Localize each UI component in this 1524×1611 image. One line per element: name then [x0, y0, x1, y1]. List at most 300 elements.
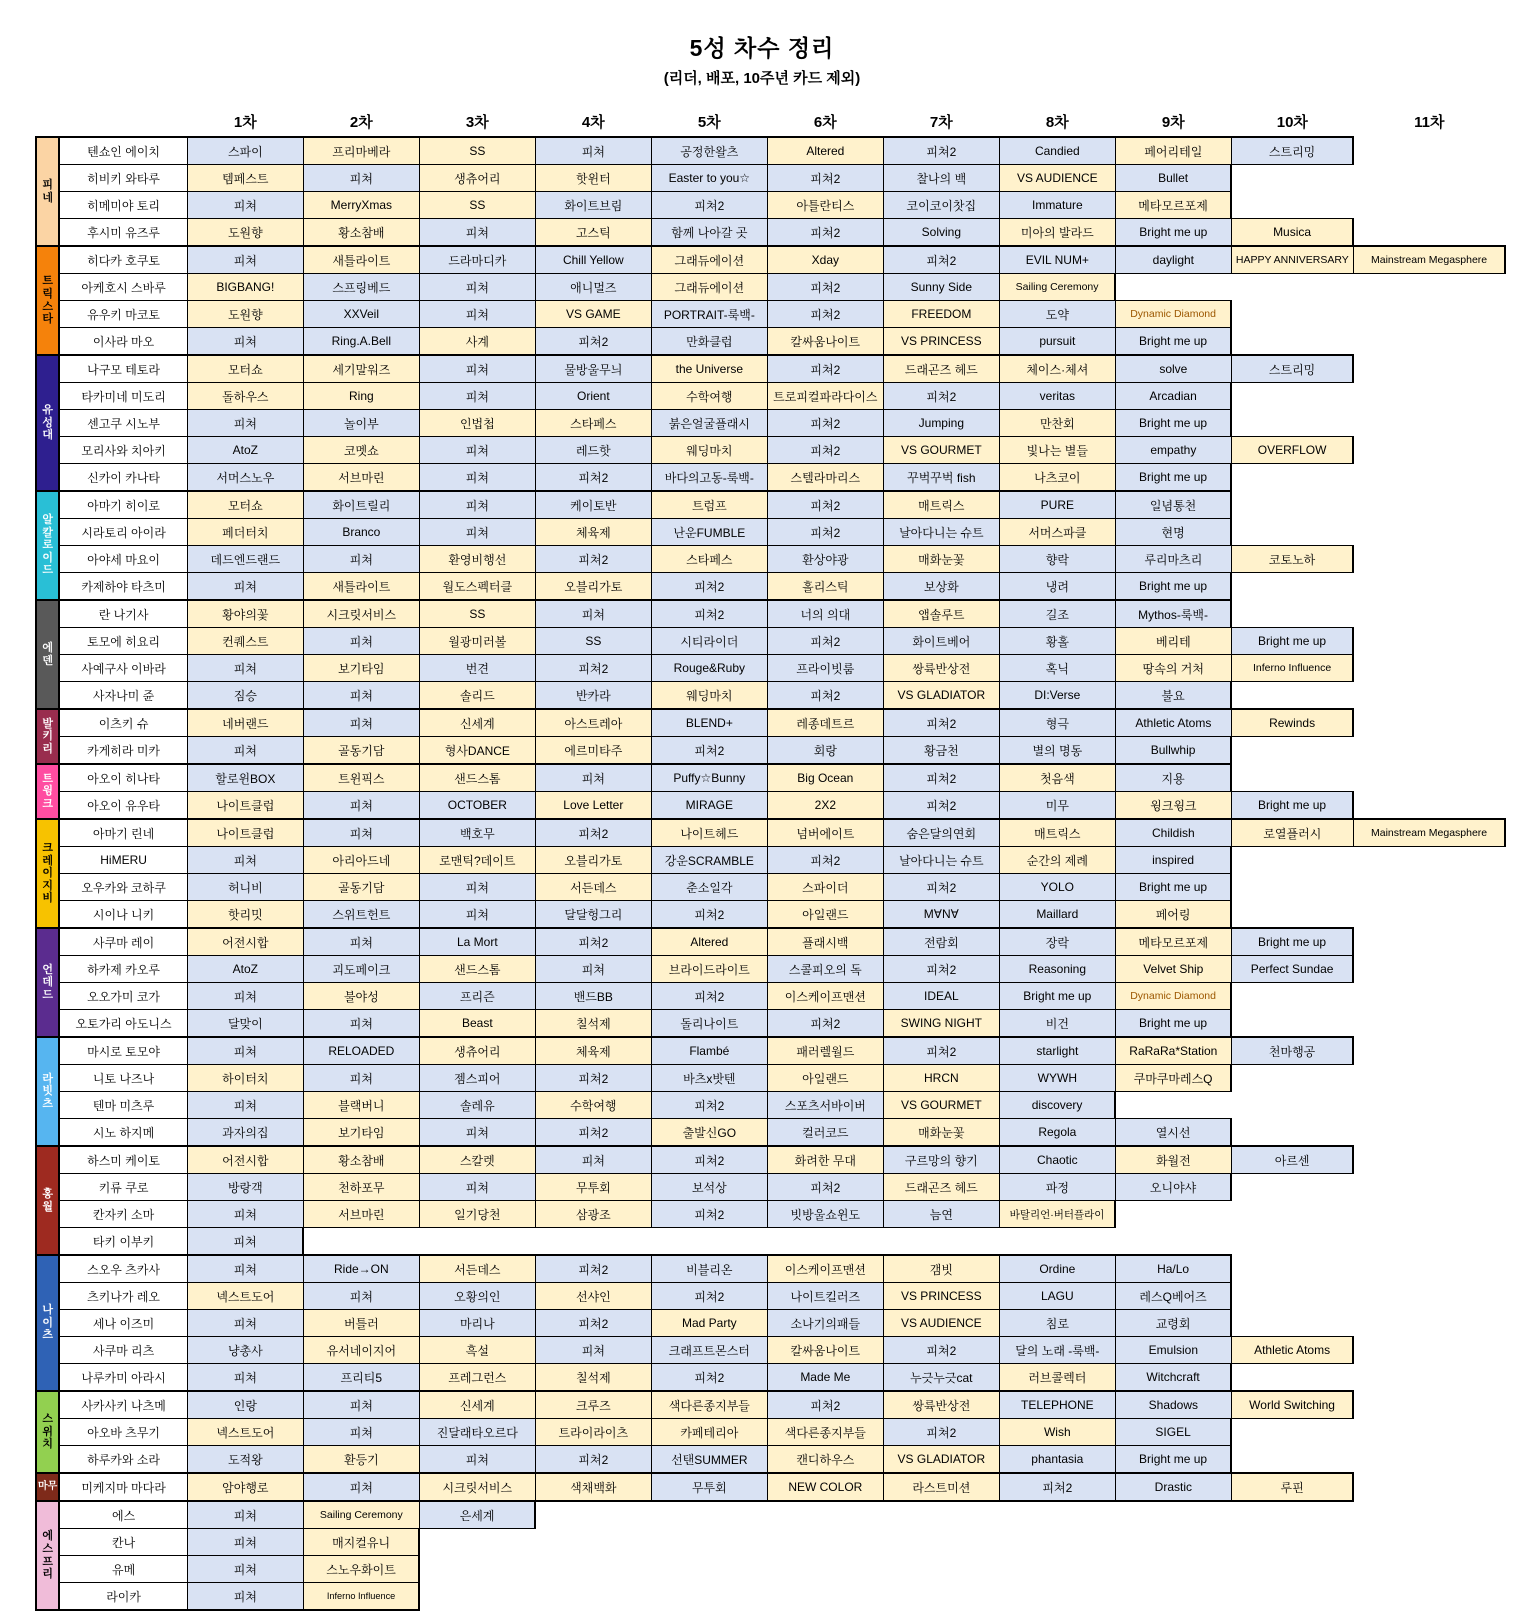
card-cell: 비블리온	[651, 1255, 767, 1283]
card-cell: Love Letter	[535, 792, 651, 820]
card-cell: 서머스파클	[999, 519, 1115, 546]
group-label: 피네	[36, 137, 59, 246]
empty-cell	[1353, 847, 1505, 874]
card-cell: 솔리드	[419, 682, 535, 710]
card-cell: 피쳐	[419, 519, 535, 546]
card-cell: 피쳐2	[883, 137, 999, 165]
card-cell: 핫리밋	[187, 901, 303, 929]
character-name: 하루카와 소라	[59, 1446, 187, 1474]
card-cell: 황홀	[999, 628, 1115, 655]
empty-cell	[1231, 1119, 1353, 1147]
column-header: 11차	[1414, 114, 1445, 131]
empty-cell	[535, 1583, 651, 1611]
empty-cell	[1231, 464, 1353, 492]
card-cell: 도원향	[187, 301, 303, 328]
card-cell: Bright me up	[1231, 628, 1353, 655]
character-name: 타키 이부키	[59, 1228, 187, 1256]
card-cell: 밴드BB	[535, 983, 651, 1010]
empty-cell	[883, 1583, 999, 1611]
card-cell: 피쳐2	[883, 792, 999, 820]
empty-cell	[1231, 1446, 1353, 1474]
card-cell: Bright me up	[1115, 464, 1231, 492]
card-cell: 피쳐	[535, 764, 651, 792]
empty-cell	[883, 1501, 999, 1529]
column-header: 10차	[1276, 113, 1308, 131]
card-cell: Maillard	[999, 901, 1115, 929]
card-cell: 피쳐2	[883, 383, 999, 410]
table-row	[36, 1337, 1505, 1364]
empty-cell	[883, 1556, 999, 1583]
empty-cell	[1353, 519, 1505, 546]
column-header: 9차	[1161, 113, 1185, 131]
table-row	[36, 383, 1505, 410]
card-cell: 화이트브림	[535, 192, 651, 219]
card-cell: 캔디하우스	[767, 1446, 883, 1474]
card-cell: 로맨틱?데이트	[419, 847, 535, 874]
empty-cell	[999, 1228, 1115, 1256]
card-cell: 백호무	[419, 819, 535, 847]
card-cell: 피쳐	[303, 1010, 419, 1038]
empty-cell	[1353, 983, 1505, 1010]
character-name: 라이카	[59, 1583, 187, 1611]
card-cell: 수학여행	[535, 1092, 651, 1119]
empty-cell	[1231, 1255, 1353, 1283]
card-cell: 피쳐2	[535, 928, 651, 956]
card-cell: 시티라이더	[651, 628, 767, 655]
card-cell: 피쳐2	[535, 1119, 651, 1147]
empty-cell	[1115, 274, 1231, 301]
card-cell: 크래프트몬스터	[651, 1337, 767, 1364]
empty-cell	[1115, 1092, 1231, 1119]
card-cell: Ordine	[999, 1255, 1115, 1283]
table-row	[36, 410, 1505, 437]
empty-cell	[651, 1228, 767, 1256]
card-cell: Reasoning	[999, 956, 1115, 983]
card-cell: 나이트헤드	[651, 819, 767, 847]
card-cell: 피쳐	[187, 573, 303, 601]
card-cell: 피쳐2	[535, 464, 651, 492]
table-row	[36, 491, 1505, 519]
card-cell: 페더터치	[187, 519, 303, 546]
card-cell: M∀N∀	[883, 901, 999, 929]
card-cell: 레드핫	[535, 437, 651, 464]
card-cell: 어전시합	[187, 928, 303, 956]
card-cell: Easter to you☆	[651, 165, 767, 192]
card-cell: 냥총사	[187, 1337, 303, 1364]
card-cell: 피쳐	[187, 328, 303, 356]
card-cell: Bright me up	[1115, 328, 1231, 356]
character-name: 니토 나즈나	[59, 1065, 187, 1092]
card-cell: 피쳐	[303, 1283, 419, 1310]
card-cell: 피쳐	[303, 1473, 419, 1501]
empty-cell	[1353, 1065, 1505, 1092]
card-cell: Bright me up	[1115, 573, 1231, 601]
card-cell: 피쳐2	[651, 192, 767, 219]
card-cell: Ha/Lo	[1115, 1255, 1231, 1283]
card-cell: 샌드스톰	[419, 956, 535, 983]
character-name: 오오가미 코가	[59, 983, 187, 1010]
card-cell: discovery	[999, 1092, 1115, 1119]
empty-cell	[1231, 1583, 1353, 1611]
card-cell: VS GOURMET	[883, 437, 999, 464]
card-cell: 미아의 발라드	[999, 219, 1115, 247]
character-name: 히다카 호쿠토	[59, 246, 187, 274]
group-label: 에덴	[36, 600, 59, 709]
card-cell: 브라이드라이트	[651, 956, 767, 983]
empty-cell	[1353, 928, 1505, 956]
card-cell: 늠연	[883, 1201, 999, 1228]
table-row	[36, 1310, 1505, 1337]
card-cell: 피쳐	[419, 274, 535, 301]
empty-cell	[1353, 628, 1505, 655]
table-row	[36, 301, 1505, 328]
card-cell: 놀이부	[303, 410, 419, 437]
card-cell: Dynamic Diamond	[1115, 983, 1231, 1010]
card-cell: 패러렐월드	[767, 1037, 883, 1065]
table-row	[36, 1391, 1505, 1419]
empty-cell	[1231, 1419, 1353, 1446]
card-cell: Ride→ON	[303, 1255, 419, 1283]
card-table	[35, 106, 1506, 1611]
empty-cell	[1353, 1310, 1505, 1337]
card-cell: 피쳐2	[651, 901, 767, 929]
empty-cell	[1231, 1501, 1353, 1529]
card-cell: YOLO	[999, 874, 1115, 901]
card-cell: 피쳐2	[651, 1364, 767, 1392]
card-cell: 진달래타오르다	[419, 1419, 535, 1446]
table-row	[36, 519, 1505, 546]
card-cell: 형사DANCE	[419, 737, 535, 765]
column-header: 8차	[1045, 113, 1069, 131]
card-cell: 넘버에이트	[767, 819, 883, 847]
card-cell: 달달헝그리	[535, 901, 651, 929]
card-cell: 돌하우스	[187, 383, 303, 410]
empty-cell	[1353, 1364, 1505, 1392]
empty-cell	[1353, 1583, 1505, 1611]
card-cell: 화월전	[1115, 1146, 1231, 1174]
card-cell: 골동기담	[303, 737, 419, 765]
card-cell: 카페테리아	[651, 1419, 767, 1446]
card-cell: HRCN	[883, 1065, 999, 1092]
card-cell: 솔레유	[419, 1092, 535, 1119]
card-cell: 나이트클럽	[187, 792, 303, 820]
card-cell: RELOADED	[303, 1037, 419, 1065]
column-header: 1차	[233, 113, 257, 131]
card-cell: 피쳐	[187, 1501, 303, 1529]
card-cell: 피쳐	[303, 1419, 419, 1446]
card-cell: 피쳐2	[883, 1419, 999, 1446]
card-cell: 선탠SUMMER	[651, 1446, 767, 1474]
card-cell: 삼광조	[535, 1201, 651, 1228]
card-cell: 프라이빗룸	[767, 655, 883, 682]
table-row	[36, 764, 1505, 792]
character-name: 히비키 와타루	[59, 165, 187, 192]
card-cell: 스칼렛	[419, 1146, 535, 1174]
card-cell: 아리아드네	[303, 847, 419, 874]
card-cell: 새틀라이트	[303, 246, 419, 274]
empty-cell	[1231, 874, 1353, 901]
card-cell: 체육제	[535, 519, 651, 546]
card-cell: starlight	[999, 1037, 1115, 1065]
card-cell: 피쳐2	[767, 628, 883, 655]
card-cell: 루리마츠리	[1115, 546, 1231, 573]
card-cell: 피쳐2	[767, 410, 883, 437]
table-row	[36, 1010, 1505, 1038]
character-name: 미케지마 마다라	[59, 1473, 187, 1501]
card-cell: 애니멀즈	[535, 274, 651, 301]
card-cell: 체이스·체셔	[999, 355, 1115, 383]
card-cell: SS	[419, 600, 535, 628]
card-cell: 에르미타주	[535, 737, 651, 765]
card-cell: La Mort	[419, 928, 535, 956]
card-cell: 드래곤즈 헤드	[883, 355, 999, 383]
card-cell: 환상야광	[767, 546, 883, 573]
empty-cell	[1115, 1501, 1231, 1529]
card-cell: 아일랜드	[767, 1065, 883, 1092]
column-header: 2차	[349, 113, 373, 131]
card-cell: 색채백화	[535, 1473, 651, 1501]
card-cell: 매화눈꽃	[883, 546, 999, 573]
card-cell: 바다의고동-룩백-	[651, 464, 767, 492]
card-cell: 짐승	[187, 682, 303, 710]
card-cell: 모터쇼	[187, 491, 303, 519]
card-cell: 크루즈	[535, 1391, 651, 1419]
card-cell: XXVeil	[303, 301, 419, 328]
card-cell: 생츄어리	[419, 165, 535, 192]
character-name: 세나 이즈미	[59, 1310, 187, 1337]
card-cell: 피쳐	[303, 1391, 419, 1419]
card-cell: Sunny Side	[883, 274, 999, 301]
card-cell: 피쳐	[187, 1556, 303, 1583]
card-cell: Candied	[999, 137, 1115, 165]
empty-cell	[1231, 901, 1353, 929]
card-cell: 도원향	[187, 219, 303, 247]
card-cell: 바탈리언·버터플라이	[999, 1201, 1115, 1228]
character-name: 아오이 유우타	[59, 792, 187, 820]
character-name: 후시미 유즈루	[59, 219, 187, 247]
empty-cell	[1353, 165, 1505, 192]
card-cell: 피쳐	[187, 1228, 303, 1256]
character-name: 시라토리 아이라	[59, 519, 187, 546]
card-cell: 빛나는 별들	[999, 437, 1115, 464]
card-cell: 러브콜렉터	[999, 1364, 1115, 1392]
card-cell: 번견	[419, 655, 535, 682]
card-cell: 프레그런스	[419, 1364, 535, 1392]
card-cell: 프리티5	[303, 1364, 419, 1392]
empty-cell	[1231, 1010, 1353, 1038]
card-cell: 땅속의 거처	[1115, 655, 1231, 682]
empty-cell	[1231, 573, 1353, 601]
card-cell: 암야행로	[187, 1473, 303, 1501]
card-cell: 빗방울쇼윈도	[767, 1201, 883, 1228]
card-cell: 피쳐2	[767, 682, 883, 710]
empty-cell	[535, 1228, 651, 1256]
character-name: 사쿠마 레이	[59, 928, 187, 956]
card-cell: 피쳐2	[767, 301, 883, 328]
card-cell: Big Ocean	[767, 764, 883, 792]
card-cell: 강운SCRAMBLE	[651, 847, 767, 874]
empty-cell	[1353, 1283, 1505, 1310]
card-cell: 황소참배	[303, 219, 419, 247]
card-cell: VS AUDIENCE	[999, 165, 1115, 192]
card-cell: 미무	[999, 792, 1115, 820]
character-name: 센고쿠 시노부	[59, 410, 187, 437]
empty-cell	[1231, 491, 1353, 519]
card-cell: 황소참배	[303, 1146, 419, 1174]
card-cell: 네버랜드	[187, 709, 303, 737]
character-name: 사예구사 이바라	[59, 655, 187, 682]
empty-cell	[535, 1556, 651, 1583]
card-cell: 젬스피어	[419, 1065, 535, 1092]
card-cell: 너의 의대	[767, 600, 883, 628]
card-cell: 컬러코드	[767, 1119, 883, 1147]
table-header	[36, 106, 1505, 137]
card-cell: World Switching	[1231, 1391, 1353, 1419]
card-cell: Bright me up	[1115, 219, 1231, 247]
card-cell: 피쳐2	[651, 1201, 767, 1228]
card-cell: SS	[419, 192, 535, 219]
card-cell: 베리테	[1115, 628, 1231, 655]
card-cell: Made Me	[767, 1364, 883, 1392]
card-cell: MIRAGE	[651, 792, 767, 820]
card-cell: 붉은얼굴플래시	[651, 410, 767, 437]
empty-cell	[1231, 1364, 1353, 1392]
card-cell: Bright me up	[1115, 410, 1231, 437]
card-cell: Shadows	[1115, 1391, 1231, 1419]
card-cell: Solving	[883, 219, 999, 247]
card-cell: 메타모르포제	[1115, 192, 1231, 219]
card-cell: 웨딩마치	[651, 437, 767, 464]
card-cell: 피쳐2	[883, 764, 999, 792]
card-cell: inspired	[1115, 847, 1231, 874]
card-cell: 피쳐	[535, 1146, 651, 1174]
card-cell: 넥스트도어	[187, 1283, 303, 1310]
card-cell: 템페스트	[187, 165, 303, 192]
character-name: 신카이 카나타	[59, 464, 187, 492]
empty-cell	[999, 1583, 1115, 1611]
card-cell: Bright me up	[1231, 928, 1353, 956]
empty-cell	[1231, 737, 1353, 765]
column-header: 3차	[465, 113, 489, 131]
card-cell: 피쳐2	[767, 1174, 883, 1201]
card-cell: PORTRAIT-룩백-	[651, 301, 767, 328]
card-cell: 전람회	[883, 928, 999, 956]
card-cell: Childish	[1115, 819, 1231, 847]
table-row	[36, 1283, 1505, 1310]
table-row	[36, 1556, 1505, 1583]
card-cell: 피쳐	[419, 355, 535, 383]
card-cell: 서브마린	[303, 1201, 419, 1228]
card-cell: 이스케이프맨션	[767, 1255, 883, 1283]
card-cell: 피쳐2	[767, 355, 883, 383]
empty-cell	[1115, 1556, 1231, 1583]
card-cell: 피쳐2	[767, 1010, 883, 1038]
column-header: 7차	[929, 113, 953, 131]
card-cell: Wish	[999, 1419, 1115, 1446]
card-cell: 칠석제	[535, 1364, 651, 1392]
empty-cell	[1353, 1174, 1505, 1201]
empty-cell	[767, 1228, 883, 1256]
card-cell: 컨퀘스트	[187, 628, 303, 655]
card-cell: 드라마디카	[419, 246, 535, 274]
empty-cell	[1353, 573, 1505, 601]
card-cell: 블랙버니	[303, 1092, 419, 1119]
card-cell: 괴도페이크	[303, 956, 419, 983]
empty-cell	[1231, 410, 1353, 437]
card-cell: 피쳐2	[535, 1065, 651, 1092]
card-cell: OCTOBER	[419, 792, 535, 820]
card-cell: 그래듀에이션	[651, 274, 767, 301]
card-cell: 칠석제	[535, 1010, 651, 1038]
card-cell: PURE	[999, 491, 1115, 519]
card-cell: 침로	[999, 1310, 1115, 1337]
empty-cell	[1231, 1283, 1353, 1310]
card-cell: 만찬회	[999, 410, 1115, 437]
card-cell: Chill Yellow	[535, 246, 651, 274]
table-row	[36, 1065, 1505, 1092]
table-row	[36, 1092, 1505, 1119]
card-cell: 트윈픽스	[303, 764, 419, 792]
card-cell: 아틀란티스	[767, 192, 883, 219]
card-cell: 피쳐	[535, 1337, 651, 1364]
card-cell: Perfect Sundae	[1231, 956, 1353, 983]
group-label: 크레이지비	[36, 819, 59, 928]
empty-cell	[1231, 1201, 1353, 1228]
card-cell: 장락	[999, 928, 1115, 956]
card-cell: 피쳐2	[883, 1337, 999, 1364]
card-cell: 루핀	[1231, 1473, 1353, 1501]
card-cell: 피쳐2	[535, 328, 651, 356]
card-cell: Drastic	[1115, 1473, 1231, 1501]
card-cell: 버틀러	[303, 1310, 419, 1337]
group-label: 마무	[36, 1473, 59, 1501]
card-cell: 피쳐	[187, 410, 303, 437]
card-cell: Bright me up	[1115, 1010, 1231, 1038]
card-cell: 윙크윙크	[1115, 792, 1231, 820]
table-row	[36, 1501, 1505, 1529]
empty-cell	[1353, 737, 1505, 765]
empty-cell	[1115, 1201, 1231, 1228]
card-cell: 피쳐	[419, 464, 535, 492]
card-cell: 교령회	[1115, 1310, 1231, 1337]
card-cell: 향락	[999, 546, 1115, 573]
card-cell: 만화클럽	[651, 328, 767, 356]
card-cell: Orient	[535, 383, 651, 410]
character-name: 나구모 테토라	[59, 355, 187, 383]
card-cell: VS GAME	[535, 301, 651, 328]
empty-cell	[651, 1501, 767, 1529]
card-cell: 사계	[419, 328, 535, 356]
empty-cell	[1353, 1010, 1505, 1038]
card-cell: 생츄어리	[419, 1037, 535, 1065]
card-cell: Bright me up	[1231, 792, 1353, 820]
card-cell: 오블리가토	[535, 573, 651, 601]
character-name: 이츠키 슈	[59, 709, 187, 737]
card-cell: 매지컬유니	[303, 1529, 419, 1556]
card-cell: 피쳐2	[651, 573, 767, 601]
empty-cell	[1353, 437, 1505, 464]
card-cell: the Universe	[651, 355, 767, 383]
card-cell: 일기당천	[419, 1201, 535, 1228]
table-row	[36, 274, 1505, 301]
card-cell: 오블리가토	[535, 847, 651, 874]
group-label: 언데드	[36, 928, 59, 1037]
card-cell: 피쳐	[187, 983, 303, 1010]
card-cell: Regola	[999, 1119, 1115, 1147]
empty-cell	[535, 1501, 651, 1529]
table-row	[36, 655, 1505, 682]
empty-cell	[1353, 410, 1505, 437]
